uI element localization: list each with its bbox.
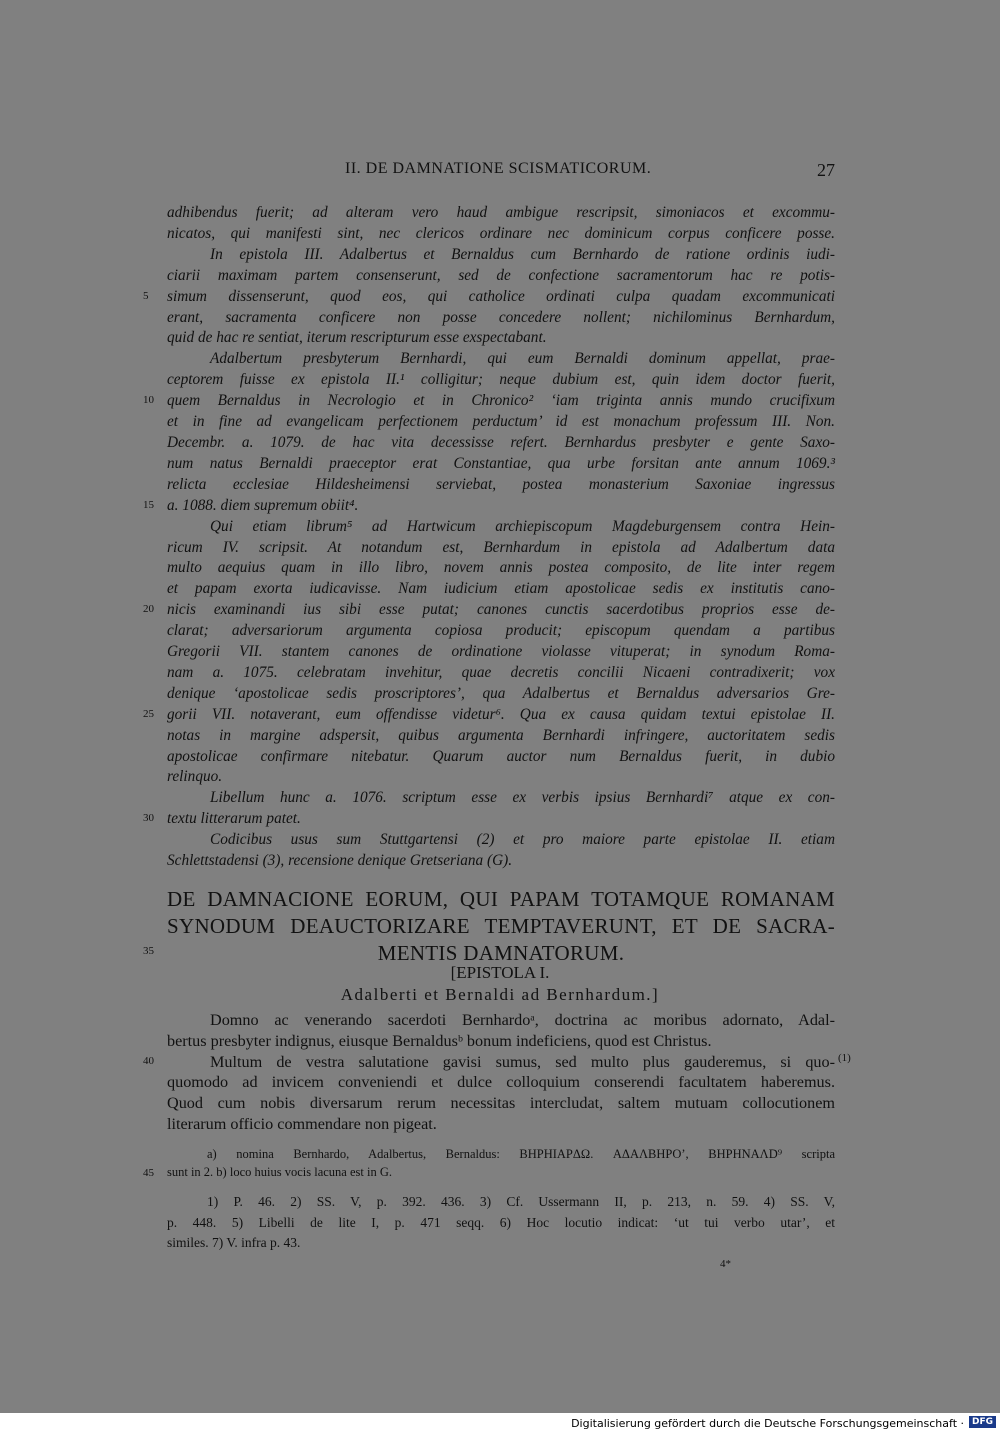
intro-line: Adalbertum presbyterum Bernhardi, qui eum Bernaldi dominum appellat, prae- bbox=[210, 350, 835, 368]
critical-apparatus bbox=[167, 1145, 835, 1181]
intro-line: relinquo. bbox=[167, 768, 223, 786]
intro-line: nicatos, qui manifesti sint, nec clericos ordinare nec dominicum corpus conficere posse. bbox=[167, 224, 835, 242]
footnote-line-2: p. 448. 5) Libelli de lite I, p. 471 seqq. 6) Hoc locutio indicat: ‘ut tui verbo utar’, et bbox=[167, 1214, 835, 1230]
intro-line: Codicibus usus sum Stuttgartensi (2) et pro maiore parte epistolae II. etiam bbox=[210, 831, 835, 849]
letter-line: literarum officio commendare non pigeat. bbox=[167, 1114, 437, 1133]
margin-note: (1) bbox=[838, 1052, 851, 1064]
epistola-label: [EPISTOLA I. bbox=[450, 963, 550, 982]
letter-text bbox=[167, 1010, 835, 1135]
page-number: 27 bbox=[817, 160, 835, 180]
signature-mark: 4* bbox=[720, 1258, 731, 1270]
intro-line: et in fine ad evangelicam perfectionem perductum’ id est monachum professum III. Non. bbox=[167, 413, 835, 431]
line-number: 40 bbox=[143, 1054, 154, 1067]
main-title bbox=[167, 886, 835, 967]
letter-line: bertus presbyter indignus, eiusque Bernaldusᵇ bonum indeficiens, quod est Christus. bbox=[167, 1031, 712, 1050]
letter-line: Multum de vestra salutatione gavisi sumus, sed multo plus gauderemus, si quo- bbox=[210, 1052, 835, 1071]
intro-line: a. 1088. diem supremum obiit⁴. bbox=[167, 496, 359, 514]
intro-line: ceptorem fuisse ex epistola II.¹ colligitur; neque dubium est, quin idem doctor fuerit, bbox=[167, 371, 835, 389]
intro-line: gorii VII. notaverant, eum offendisse videtur⁶. Qua ex causa quidam textui epistolae II. bbox=[167, 705, 835, 723]
line-number: 25 bbox=[143, 707, 154, 720]
intro-line: ciarii maximam partem consenserunt, sed de confectione sacramentorum hac re potis- bbox=[167, 266, 835, 284]
line-number: 5 bbox=[143, 289, 149, 302]
line-number: 15 bbox=[143, 498, 154, 511]
footnotes bbox=[167, 1192, 835, 1254]
letter-line: quomodo ad invicem conveniendi et dulce colloquium conserendi facultatem haberemus. bbox=[167, 1073, 835, 1092]
intro-line: Qui etiam librum⁵ ad Hartwicum archiepiscopum Magdeburgensem contra Hein- bbox=[210, 517, 835, 535]
intro-line: quid de hac re sentiat, iterum rescripturum esse exspectabant. bbox=[167, 329, 547, 347]
intro-line: et papam exorta iudicavisse. Nam iudicium etiam apostolicae sedis ex institutis cano- bbox=[167, 580, 835, 598]
footnote-line-1: 1) P. 46. 2) SS. V, p. 392. 436. 3) Cf. Ussermann II, p. 213, n. 59. 4) SS. V, bbox=[207, 1194, 835, 1209]
funding-credit: Digitalisierung gefördert durch die Deutsche Forschungsgemeinschaft · bbox=[571, 1417, 964, 1430]
intro-line: relicta ecclesiae Hildesheimensi serviebat, postea monasterium Saxoniae ingressus bbox=[167, 475, 835, 493]
intro-line: simum dissenserunt, quod eos, qui catholice ordinati culpa quadam excommunicati bbox=[167, 287, 835, 305]
intro-line: Gregorii VII. stantem canones de ordinatione violasse vituperat; in synodum Roma- bbox=[167, 643, 835, 661]
apparatus-line-1: a) nomina Bernhardo, Adalbertus, Bernaldus: BHPHIAPΔΩ. AΔAΛBHPO’, BHPHNAΛD⁹ scripta bbox=[207, 1147, 835, 1161]
introduction-text bbox=[167, 203, 835, 872]
intro-line: Schlettstadensi (3), recensione denique Gretseriana (G). bbox=[167, 852, 513, 870]
apparatus-line-2: sunt in 2. b) loco huius vocis lacuna est in G. bbox=[167, 1165, 392, 1179]
intro-line: In epistola III. Adalbertus et Bernaldus cum Bernhardo de ratione ordinis iudi- bbox=[210, 245, 835, 263]
running-title: II. DE DAMNATIONE SCISMATICORUM. bbox=[345, 160, 652, 177]
title-line-2: SYNODUM DEAUCTORIZARE TEMPTAVERUNT, ET DE SACRA- bbox=[167, 914, 835, 938]
intro-line: denique ‘apostolicae sedis proscriptores’, qua Adalbertus et Bernaldus adversarios Gre- bbox=[167, 684, 835, 702]
intro-line: nicis examinandi ius sibi esse putat; canones cunctis sacerdotibus proprios esse de- bbox=[167, 601, 835, 619]
intro-line: erant, sacramenta conficere non posse concedere nollent; nichilominus Bernhardum, bbox=[167, 308, 835, 326]
intro-line: textu litterarum patet. bbox=[167, 810, 301, 828]
line-number: 20 bbox=[143, 603, 154, 616]
line-number-45: 45 bbox=[143, 1167, 154, 1179]
line-number-35: 35 bbox=[143, 945, 154, 957]
intro-line: Decembr. a. 1079. de hac vita decessisse refert. Bernhardus presbyter e gente Saxo- bbox=[167, 433, 835, 451]
intro-line: clarat; adversariorum argumenta copiosa producit; episcopum quendam a partibus bbox=[167, 622, 835, 640]
intro-line: nam a. 1075. celebratam invehitur, quae decretis concilii Nicaeni contradixerit; vox bbox=[167, 663, 835, 681]
epistola-subtitle: Adalberti et Bernaldi ad Bernhardum.] bbox=[340, 985, 660, 1004]
title-line-1: DE DAMNACIONE EORUM, QUI PAPAM TOTAMQUE ROMANAM bbox=[167, 887, 835, 911]
letter-line: Domno ac venerando sacerdoti Bernhardoᵃ, doctrina ac moribus adornato, Adal- bbox=[210, 1011, 835, 1029]
intro-line: multo aequius quam in illo libro, novem annis postea composito, de lite inter regem bbox=[167, 559, 835, 577]
title-line-3: MENTIS DAMNATORUM. bbox=[377, 941, 625, 965]
footnote-line-3: similes. 7) V. infra p. 43. bbox=[167, 1235, 301, 1251]
intro-line: quem Bernaldus in Necrologio et in Chronico² ‘iam triginta annis mundo crucifixum bbox=[167, 392, 835, 410]
intro-line: num natus Bernaldi praeceptor erat Constantiae, qua urbe forsitan ante annum 1069.³ bbox=[167, 454, 835, 472]
intro-line: notas in margine adspersit, quibus argumenta Bernhardi infringere, auctoritatem sedis bbox=[167, 726, 835, 744]
intro-line: adhibendus fuerit; ad alteram vero haud ambigue rescripsit, simoniacos et excommu- bbox=[167, 204, 835, 221]
intro-line: ricum IV. scripsit. At notandum est, Bernhardum in epistola ad Adalbertum data bbox=[167, 538, 835, 556]
footer-bar bbox=[0, 1413, 1000, 1434]
letter-line: Quod cum nobis diversarum rerum necessitas intercludat, saltem mutuam collocutionem bbox=[167, 1094, 835, 1113]
dfg-logo-icon: DFG bbox=[969, 1416, 996, 1428]
line-number: 10 bbox=[143, 394, 154, 407]
intro-line: Libellum hunc a. 1076. scriptum esse ex verbis ipsius Bernhardi⁷ atque ex con- bbox=[210, 789, 835, 807]
line-number: 30 bbox=[143, 812, 154, 825]
intro-line: apostolicae confirmare nitebatur. Quarum auctor num Bernaldus fuerit, in dubio bbox=[167, 747, 835, 765]
